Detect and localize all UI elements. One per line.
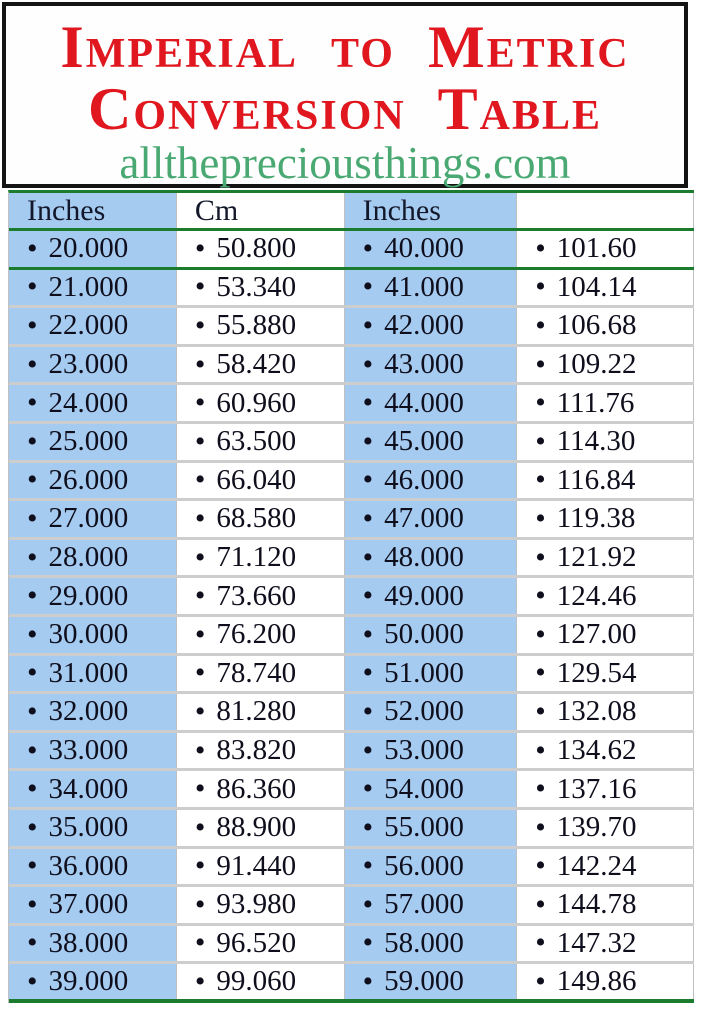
cell-value: 32.000 xyxy=(48,695,129,728)
table-cell xyxy=(517,964,694,999)
bullet-icon: • xyxy=(27,733,38,767)
bullet-icon: • xyxy=(194,772,206,806)
cell-value: 68.580 xyxy=(216,502,297,535)
bullet-icon: • xyxy=(535,540,546,574)
bullet-icon: • xyxy=(194,231,206,265)
bullet-icon: • xyxy=(194,579,206,613)
table-cell xyxy=(345,501,518,537)
table-cell xyxy=(517,270,694,306)
bullet-icon: • xyxy=(535,656,546,690)
cell-value: 144.78 xyxy=(556,888,637,921)
bullet-icon: • xyxy=(27,540,38,574)
cell-value: 34.000 xyxy=(48,772,129,805)
bullet-icon: • xyxy=(362,733,374,767)
cell-value: 66.040 xyxy=(216,463,297,496)
cell-value: 51.000 xyxy=(384,656,464,689)
cell-value: 142.24 xyxy=(556,849,637,882)
table-body xyxy=(9,231,694,1003)
table-cell xyxy=(177,926,345,962)
table-cell xyxy=(177,656,345,692)
cell-value: 73.660 xyxy=(216,579,297,612)
table-cell xyxy=(177,385,345,421)
bullet-icon: • xyxy=(535,501,546,535)
table-row xyxy=(9,964,694,1003)
cell-value: 49.000 xyxy=(384,579,464,612)
table-cell xyxy=(517,771,694,807)
table-cell xyxy=(177,694,345,730)
bullet-icon: • xyxy=(27,386,38,420)
bullet-icon: • xyxy=(535,308,546,342)
table-cell xyxy=(9,771,177,807)
table-cell xyxy=(177,849,345,885)
cell-value: 147.32 xyxy=(556,926,637,959)
table-cell xyxy=(9,694,177,730)
table-cell xyxy=(345,308,518,344)
table-cell xyxy=(9,578,177,614)
bullet-icon: • xyxy=(362,424,374,458)
bullet-icon: • xyxy=(27,810,38,844)
bullet-icon: • xyxy=(27,694,38,728)
bullet-icon: • xyxy=(362,463,374,497)
cell-value: 137.16 xyxy=(556,772,637,805)
cell-value: 78.740 xyxy=(216,656,297,689)
bullet-icon: • xyxy=(362,810,374,844)
bullet-icon: • xyxy=(535,887,546,921)
bullet-icon: • xyxy=(535,810,546,844)
bullet-icon: • xyxy=(362,270,374,304)
bullet-icon: • xyxy=(27,308,38,342)
cell-value: 55.880 xyxy=(216,309,297,342)
table-cell xyxy=(345,887,518,923)
table-cell xyxy=(517,540,694,576)
cell-value: 56.000 xyxy=(384,849,464,882)
table-cell xyxy=(517,926,694,962)
table-row xyxy=(9,270,694,309)
cell-value: 26.000 xyxy=(48,463,129,496)
table-cell xyxy=(345,771,518,807)
cell-value: 29.000 xyxy=(48,579,129,612)
table-cell xyxy=(345,578,518,614)
cell-value: 25.000 xyxy=(48,425,129,458)
cell-value: 99.060 xyxy=(216,965,297,998)
table-cell xyxy=(517,501,694,537)
table-cell xyxy=(517,385,694,421)
cell-value: 93.980 xyxy=(216,888,297,921)
table-cell xyxy=(345,385,518,421)
column-header-inches-right: Inches xyxy=(345,193,518,228)
table-cell xyxy=(345,733,518,769)
bullet-icon: • xyxy=(27,964,38,998)
cell-value: 86.360 xyxy=(216,772,297,805)
cell-value: 44.000 xyxy=(384,386,464,419)
table-row xyxy=(9,463,694,502)
bullet-icon: • xyxy=(362,540,374,574)
table-row xyxy=(9,231,694,270)
bullet-icon: • xyxy=(194,540,206,574)
table-row xyxy=(9,347,694,386)
page-title-line2: Conversion Table xyxy=(87,76,603,142)
cell-value: 83.820 xyxy=(216,734,297,767)
cell-value: 55.000 xyxy=(384,811,464,844)
bullet-icon: • xyxy=(194,347,206,381)
table-row xyxy=(9,578,694,617)
bullet-icon: • xyxy=(27,849,38,883)
table-row xyxy=(9,771,694,810)
table-cell xyxy=(517,733,694,769)
cell-value: 124.46 xyxy=(556,579,637,612)
bullet-icon: • xyxy=(27,463,38,497)
bullet-icon: • xyxy=(194,694,206,728)
cell-value: 38.000 xyxy=(48,926,129,959)
bullet-icon: • xyxy=(362,694,374,728)
cell-value: 35.000 xyxy=(48,811,129,844)
table-cell xyxy=(345,347,518,383)
cell-value: 57.000 xyxy=(384,888,464,921)
table-cell xyxy=(345,231,518,267)
table-cell xyxy=(517,810,694,846)
bullet-icon: • xyxy=(194,386,206,420)
bullet-icon: • xyxy=(27,270,38,304)
cell-value: 58.420 xyxy=(216,348,297,381)
table-cell xyxy=(345,926,518,962)
bullet-icon: • xyxy=(194,308,206,342)
table-cell xyxy=(9,270,177,306)
cell-value: 58.000 xyxy=(384,926,464,959)
table-row xyxy=(9,887,694,926)
cell-value: 129.54 xyxy=(556,656,637,689)
bullet-icon: • xyxy=(535,579,546,613)
table-cell xyxy=(345,964,518,999)
bullet-icon: • xyxy=(535,386,546,420)
table-row xyxy=(9,694,694,733)
table-cell xyxy=(177,463,345,499)
cell-value: 60.960 xyxy=(216,386,297,419)
table-cell xyxy=(177,887,345,923)
cell-value: 21.000 xyxy=(48,270,129,303)
bullet-icon: • xyxy=(362,926,374,960)
cell-value: 88.900 xyxy=(216,811,297,844)
table-cell xyxy=(517,463,694,499)
bullet-icon: • xyxy=(194,656,206,690)
table-row xyxy=(9,617,694,656)
table-cell xyxy=(517,424,694,460)
cell-value: 114.30 xyxy=(556,425,636,458)
table-cell xyxy=(177,231,345,267)
table-cell xyxy=(177,540,345,576)
table-cell xyxy=(177,501,345,537)
cell-value: 139.70 xyxy=(556,811,637,844)
table-cell xyxy=(345,463,518,499)
table-cell xyxy=(517,578,694,614)
table-row xyxy=(9,656,694,695)
bullet-icon: • xyxy=(362,617,374,651)
cell-value: 22.000 xyxy=(48,309,129,342)
table-cell xyxy=(345,810,518,846)
bullet-icon: • xyxy=(535,694,546,728)
cell-value: 31.000 xyxy=(48,656,129,689)
table-row xyxy=(9,810,694,849)
bullet-icon: • xyxy=(535,964,546,998)
table-cell xyxy=(9,964,177,999)
table-cell xyxy=(517,849,694,885)
bullet-icon: • xyxy=(362,308,374,342)
website-url: allthepreciousthings.com xyxy=(119,138,571,188)
table-cell xyxy=(517,617,694,653)
bullet-icon: • xyxy=(194,887,206,921)
cell-value: 53.000 xyxy=(384,734,464,767)
bullet-icon: • xyxy=(362,231,374,265)
table-cell xyxy=(517,347,694,383)
bullet-icon: • xyxy=(194,849,206,883)
cell-value: 119.38 xyxy=(556,502,636,535)
cell-value: 127.00 xyxy=(556,618,637,651)
column-header-cm-right xyxy=(517,193,694,228)
cell-value: 111.76 xyxy=(556,386,635,419)
bullet-icon: • xyxy=(362,656,374,690)
bullet-icon: • xyxy=(535,926,546,960)
bullet-icon: • xyxy=(27,231,38,265)
bullet-icon: • xyxy=(362,849,374,883)
table-cell xyxy=(9,501,177,537)
cell-value: 149.86 xyxy=(556,965,637,998)
cell-value: 71.120 xyxy=(216,541,297,574)
cell-value: 116.84 xyxy=(556,463,636,496)
bullet-icon: • xyxy=(194,463,206,497)
table-cell xyxy=(345,617,518,653)
table-cell xyxy=(517,887,694,923)
bullet-icon: • xyxy=(194,964,206,998)
bullet-icon: • xyxy=(194,617,206,651)
table-cell xyxy=(9,385,177,421)
bullet-icon: • xyxy=(362,347,374,381)
cell-value: 43.000 xyxy=(384,348,464,381)
bullet-icon: • xyxy=(27,617,38,651)
cell-value: 30.000 xyxy=(48,618,129,651)
bullet-icon: • xyxy=(535,463,546,497)
conversion-table xyxy=(8,190,694,1003)
table-cell xyxy=(177,810,345,846)
bullet-icon: • xyxy=(194,424,206,458)
cell-value: 46.000 xyxy=(384,463,464,496)
cell-value: 104.14 xyxy=(556,270,637,303)
table-cell xyxy=(9,617,177,653)
bullet-icon: • xyxy=(362,386,374,420)
cell-value: 47.000 xyxy=(384,502,464,535)
bullet-icon: • xyxy=(27,656,38,690)
cell-value: 27.000 xyxy=(48,502,129,535)
table-cell xyxy=(177,308,345,344)
bullet-icon: • xyxy=(27,887,38,921)
table-cell xyxy=(9,347,177,383)
bullet-icon: • xyxy=(535,772,546,806)
table-cell xyxy=(9,849,177,885)
cell-value: 81.280 xyxy=(216,695,297,728)
column-header-inches-left: Inches xyxy=(9,193,177,228)
cell-value: 76.200 xyxy=(216,618,297,651)
cell-value: 134.62 xyxy=(556,734,637,767)
bullet-icon: • xyxy=(27,926,38,960)
table-row xyxy=(9,540,694,579)
bullet-icon: • xyxy=(362,964,374,998)
table-cell xyxy=(9,656,177,692)
table-cell xyxy=(177,578,345,614)
bullet-icon: • xyxy=(535,424,546,458)
bullet-icon: • xyxy=(194,733,206,767)
table-cell xyxy=(345,424,518,460)
cell-value: 41.000 xyxy=(384,270,464,303)
table-cell xyxy=(9,424,177,460)
bullet-icon: • xyxy=(362,501,374,535)
table-header-row xyxy=(9,193,694,231)
table-cell xyxy=(9,540,177,576)
cell-value: 121.92 xyxy=(556,541,637,574)
cell-value: 59.000 xyxy=(384,965,464,998)
cell-value: 48.000 xyxy=(384,541,464,574)
cell-value: 52.000 xyxy=(384,695,464,728)
bullet-icon: • xyxy=(27,579,38,613)
bullet-icon: • xyxy=(362,887,374,921)
table-cell xyxy=(345,270,518,306)
table-cell xyxy=(177,347,345,383)
cell-value: 101.60 xyxy=(556,232,637,265)
table-row xyxy=(9,733,694,772)
cell-value: 50.000 xyxy=(384,618,464,651)
cell-value: 28.000 xyxy=(48,541,129,574)
bullet-icon: • xyxy=(535,849,546,883)
table-cell xyxy=(517,308,694,344)
table-cell xyxy=(9,308,177,344)
cell-value: 33.000 xyxy=(48,734,129,767)
table-cell xyxy=(9,733,177,769)
table-cell xyxy=(517,656,694,692)
bullet-icon: • xyxy=(194,810,206,844)
cell-value: 50.800 xyxy=(216,232,297,265)
cell-value: 37.000 xyxy=(48,888,129,921)
bullet-icon: • xyxy=(362,579,374,613)
bullet-icon: • xyxy=(535,270,546,304)
bullet-icon: • xyxy=(194,270,206,304)
table-cell xyxy=(177,617,345,653)
bullet-icon: • xyxy=(535,231,546,265)
bullet-icon: • xyxy=(535,617,546,651)
table-row xyxy=(9,926,694,965)
table-cell xyxy=(345,694,518,730)
cell-value: 106.68 xyxy=(556,309,637,342)
table-cell xyxy=(177,733,345,769)
cell-value: 20.000 xyxy=(48,232,129,265)
header-box xyxy=(2,2,688,188)
cell-value: 54.000 xyxy=(384,772,464,805)
cell-value: 45.000 xyxy=(384,425,464,458)
table-cell xyxy=(9,810,177,846)
table-cell xyxy=(9,231,177,267)
cell-value: 24.000 xyxy=(48,386,129,419)
bullet-icon: • xyxy=(27,772,38,806)
cell-value: 42.000 xyxy=(384,309,464,342)
cell-value: 39.000 xyxy=(48,965,129,998)
table-cell xyxy=(9,463,177,499)
table-cell xyxy=(177,270,345,306)
table-cell xyxy=(517,231,694,267)
cell-value: 109.22 xyxy=(556,348,637,381)
bullet-icon: • xyxy=(27,347,38,381)
cell-value: 91.440 xyxy=(216,849,297,882)
cell-value: 40.000 xyxy=(384,232,464,265)
table-cell xyxy=(345,656,518,692)
bullet-icon: • xyxy=(27,501,38,535)
bullet-icon: • xyxy=(535,347,546,381)
bullet-icon: • xyxy=(194,926,206,960)
column-header-cm-left: Cm xyxy=(177,193,345,228)
table-cell xyxy=(345,849,518,885)
table-row xyxy=(9,385,694,424)
cell-value: 53.340 xyxy=(216,270,297,303)
table-cell xyxy=(345,540,518,576)
bullet-icon: • xyxy=(27,424,38,458)
table-row xyxy=(9,501,694,540)
cell-value: 132.08 xyxy=(556,695,637,728)
table-row xyxy=(9,308,694,347)
table-row xyxy=(9,424,694,463)
cell-value: 36.000 xyxy=(48,849,129,882)
table-cell xyxy=(177,964,345,999)
page-title-line1: Imperial to Metric xyxy=(60,14,630,80)
table-cell xyxy=(9,887,177,923)
cell-value: 63.500 xyxy=(216,425,297,458)
table-cell xyxy=(177,771,345,807)
bullet-icon: • xyxy=(535,733,546,767)
bullet-icon: • xyxy=(194,501,206,535)
cell-value: 23.000 xyxy=(48,348,129,381)
table-cell xyxy=(9,926,177,962)
cell-value: 96.520 xyxy=(216,926,297,959)
table-row xyxy=(9,849,694,888)
table-cell xyxy=(517,694,694,730)
bullet-icon: • xyxy=(362,772,374,806)
table-cell xyxy=(177,424,345,460)
